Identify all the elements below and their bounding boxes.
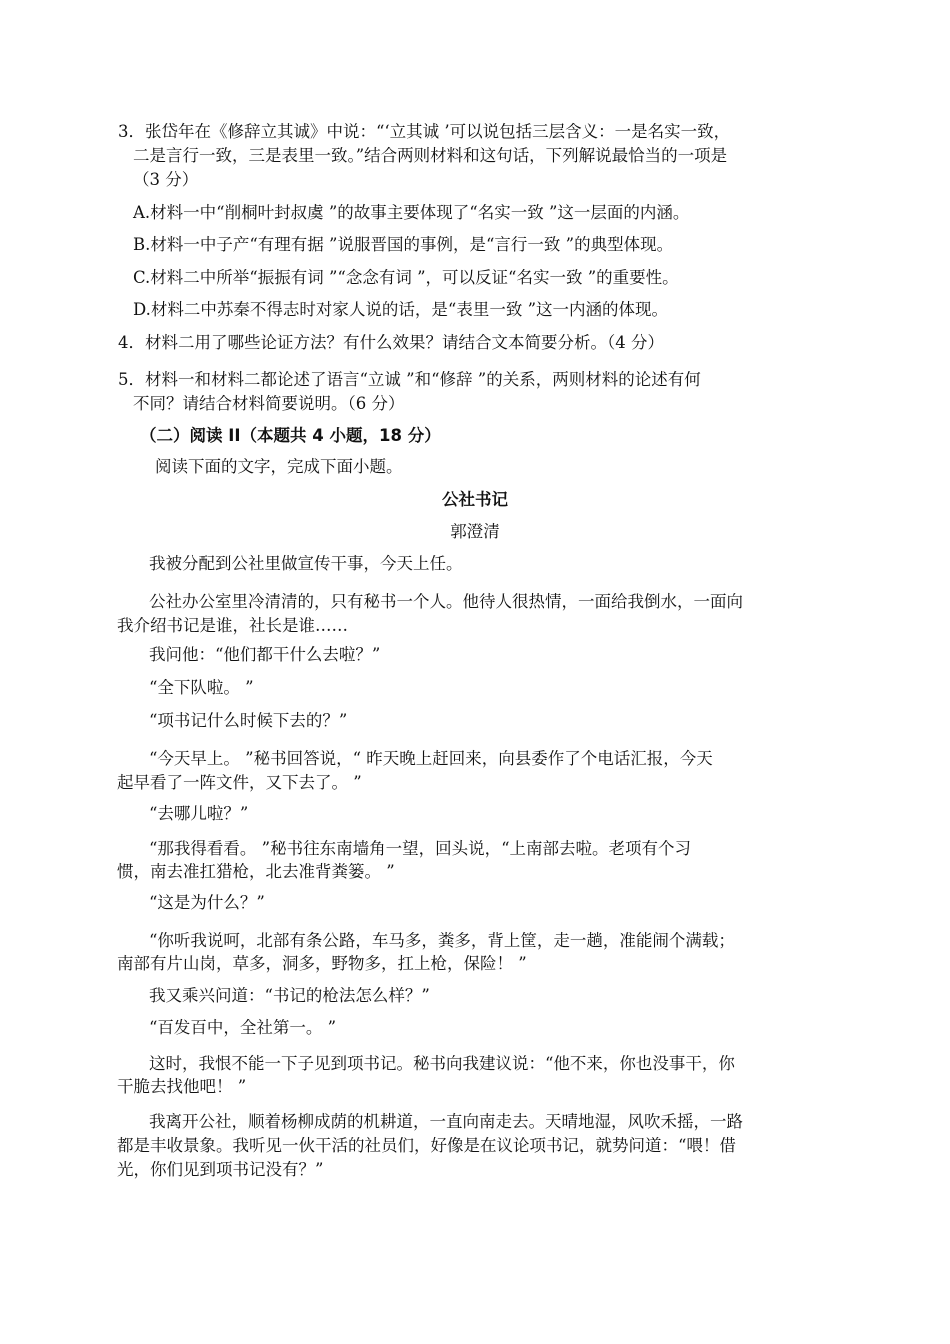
story-line: 我问他：“他们都干什么去啦？”: [149, 645, 381, 664]
story-line: 起早看了一阵文件，又下去了。 ”: [117, 773, 362, 792]
story-line: 干脆去找他吧！ ”: [117, 1077, 247, 1096]
story-line: “百发百中，全社第一。 ”: [149, 1018, 337, 1037]
q3-option-d: D.材料二中苏秦不得志时对家人说的话，是“表里一致 ”这一内涵的体现。: [133, 300, 669, 319]
story-line: 我离开公社，顺着杨柳成荫的机耕道，一直向南走去。天晴地湿，风吹禾摇，一路: [149, 1112, 743, 1131]
story-line: “去哪儿啦？”: [149, 804, 249, 823]
story-line: “今天早上。 ”秘书回答说，“ 昨天晚上赶回来，向县委作了个电话汇报，今天: [149, 749, 713, 768]
story-author: 郭澄清: [450, 522, 500, 541]
q3-option-b: B.材料一中子产“有理有据 ”说服晋国的事例，是“言行一致 ”的典型体现。: [133, 235, 674, 254]
story-title: 公社书记: [442, 490, 508, 509]
q3-option-c: C.材料二中所举“振振有词 ”“念念有词 ”，可以反证“名实一致 ”的重要性。: [133, 268, 679, 287]
story-line: 惯，南去准扛猎枪，北去准背粪篓。 ”: [117, 862, 395, 881]
story-line: 我又乘兴问道：“书记的枪法怎么样？”: [149, 986, 430, 1005]
story-line: 我被分配到公社里做宣传干事，今天上任。: [149, 554, 463, 573]
story-line: 都是丰收景象。我听见一伙干活的社员们，好像是在议论项书记，就势问道：“喂！借: [117, 1136, 736, 1155]
story-line: 公社办公室里冷清清的，只有秘书一个人。他待人很热情，一面给我倒水，一面向: [149, 592, 743, 611]
story-line: 这时，我恨不能一下子见到项书记。秘书向我建议说：“他不来，你也没事干，你: [149, 1054, 735, 1073]
story-line: “那我得看看。 ”秘书往东南墙角一望，回头说，“上南部去啦。老项有个习: [149, 839, 692, 858]
q3-line-3: （3 分）: [133, 170, 199, 189]
q4-text: 4．材料二用了哪些论证方法？有什么效果？请结合文本简要分析。（4 分）: [118, 333, 664, 352]
q3-option-a: A.材料一中“削桐叶封叔虞 ”的故事主要体现了“名实一致 ”这一层面的内涵。: [133, 203, 690, 222]
story-line: “这是为什么？”: [149, 893, 265, 912]
story-line: “你听我说呵，北部有条公路，车马多，粪多，背上筐，走一趟，准能闹个满载；: [149, 931, 735, 950]
instruction-text: 阅读下面的文字，完成下面小题。: [155, 457, 403, 476]
q3-line-2: 二是言行一致，三是表里一致。”结合两则材料和这句话，下列解说最恰当的一项是: [133, 146, 728, 165]
q5-line-2: 不同？请结合材料简要说明。（6 分）: [133, 394, 405, 413]
story-line: 光，你们见到项书记没有？”: [117, 1160, 324, 1179]
story-line: “项书记什么时候下去的？”: [149, 711, 348, 730]
q5-line-1: 5．材料一和材料二都论述了语言“立诚 ”和“修辞 ”的关系，两则材料的论述有何: [118, 370, 701, 389]
story-line: “全下队啦。 ”: [149, 678, 254, 697]
story-line: 南部有片山岗，草多，洞多，野物多，扛上枪，保险！ ”: [117, 954, 527, 973]
q3-line-1: 3．张岱年在《修辞立其诚》中说：“‘立其诚 ’可以说包括三层含义：一是名实一致，: [118, 122, 731, 141]
story-line: 我介绍书记是谁，社长是谁……: [117, 616, 348, 635]
section-heading: （二）阅读 II（本题共 4 小题，18 分）: [140, 426, 441, 445]
